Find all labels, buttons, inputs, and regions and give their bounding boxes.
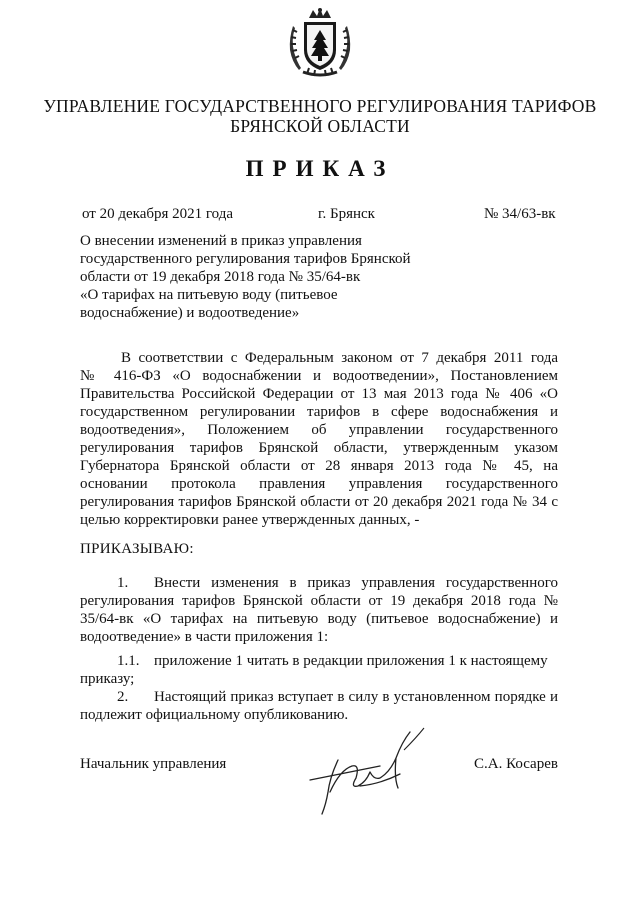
preamble-line: регулирования тарифов Брянской области от 20 декабря 2021 года № 34 с — [80, 494, 558, 510]
document-title: ПРИКАЗ — [245, 156, 395, 181]
preamble-line: целью корректировки ранее утвержденных данных, - — [80, 512, 420, 528]
document-date: от 20 декабря 2021 года — [82, 206, 234, 222]
item-number: 2. — [117, 689, 129, 705]
organization-name-line1: УПРАВЛЕНИЕ ГОСУДАРСТВЕННОГО РЕГУЛИРОВАНИЯ ТАРИФОВ — [43, 96, 597, 116]
item-line: 35/64-вк «О тарифах на питьевую воду (питьевое водоснабжение) и — [80, 611, 558, 627]
document-subject — [80, 232, 420, 322]
item-number: 1.1. — [117, 653, 140, 669]
document-number: № 34/63-вк — [484, 206, 556, 222]
item-line: подлежит официальному опубликованию. — [80, 707, 349, 723]
subject-line: «О тарифах на питьевую воду (питьевое — [80, 287, 338, 303]
preamble-line: государственном регулировании тарифов в сфере водоснабжения и — [80, 404, 558, 420]
item-line: Настоящий приказ вступает в силу в установленном порядке и — [154, 689, 558, 705]
signatory-position: Начальник управления — [80, 756, 227, 772]
order-word: ПРИКАЗЫВАЮ: — [80, 541, 194, 557]
preamble-line: № 416-ФЗ «О водоснабжении и водоотведении», Постановлением — [80, 368, 558, 384]
signatory-name: С.А. Косарев — [474, 756, 558, 772]
document-city: г. Брянск — [318, 206, 375, 222]
preamble-line: Губернатора Брянской области от 28 января 2013 года № 45, на — [80, 458, 558, 474]
item-line: приложение 1 читать в редакции приложения 1 к настоящему — [154, 653, 548, 669]
preamble-line: водоотведения», Положением об управлении государственного — [80, 422, 558, 438]
subject-line: государственного регулирования тарифов Брянской — [80, 251, 411, 267]
coat-of-arms-emblem — [289, 6, 351, 80]
item-line: регулирования тарифов Брянской области от 19 декабря 2018 года № — [80, 593, 558, 609]
preamble-line: регулирования тарифов Брянской области, утвержденным указом — [80, 440, 558, 456]
subject-line: О внесении изменений в приказ управления — [80, 233, 362, 249]
item-line: Внести изменения в приказ управления государственного — [154, 575, 558, 591]
item-line: приказу; — [80, 671, 135, 687]
item-number: 1. — [117, 575, 129, 591]
organization-name-line2: БРЯНСКОЙ ОБЛАСТИ — [230, 116, 410, 136]
subject-line: области от 19 декабря 2018 года № 35/64-вк — [80, 269, 361, 285]
item-line: водоотведение» в части приложения 1: — [80, 629, 329, 645]
preamble-line: основании протокола правления управления государственного — [80, 476, 558, 492]
subject-line: водоснабжение) и водоотведение» — [80, 305, 300, 321]
handwritten-signature — [300, 722, 440, 817]
preamble-line: Правительства Российской Федерации от 13 мая 2013 года № 406 «О — [80, 386, 558, 402]
preamble-line: В соответствии с Федеральным законом от 7 декабря 2011 года — [121, 350, 558, 366]
